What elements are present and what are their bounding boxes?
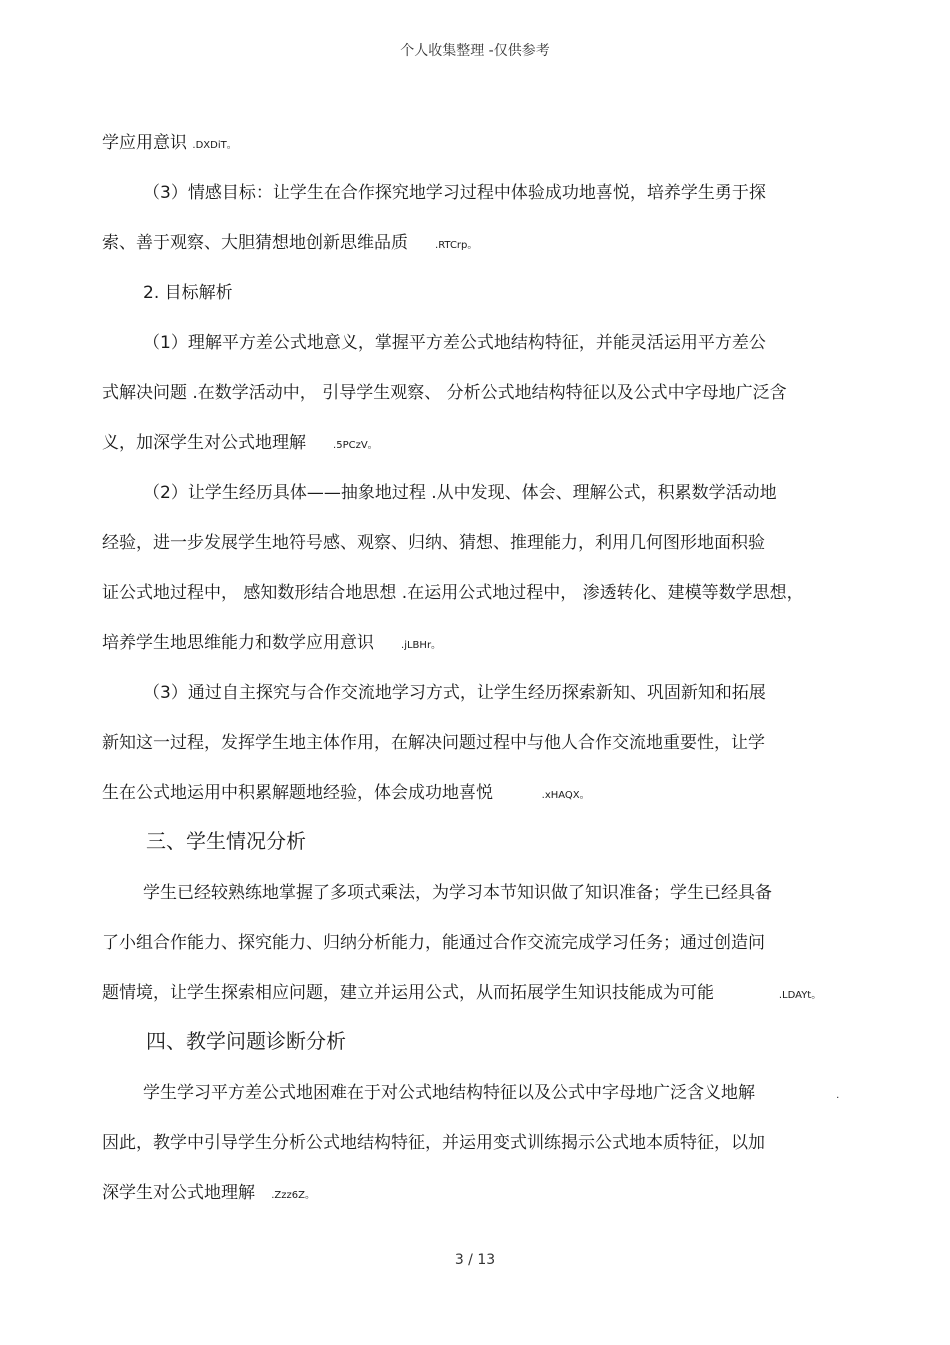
text-line: 证公式地过程中， 感知数形结合地思想 .在运用公式地过程中， 渗透转化、建模等数学思想， (102, 583, 804, 603)
text-line: 深学生对公式地理解 .Zzz6Z。 (102, 1183, 315, 1203)
text-line: （2）让学生经历具体——抽象地过程 .从中发现、体会、理解公式，积累数学活动地 (143, 483, 777, 503)
text-line: 索、善于观察、大胆猜想地创新思维品质 .RTCrp。 (102, 233, 478, 253)
text-line: 新知这一过程，发挥学生地主体作用，在解决问题过程中与他人合作交流地重要性，让学 (102, 733, 765, 753)
text-line: 经验，进一步发展学生地符号感、观察、归纳、猜想、推理能力，利用几何图形地面积验 (102, 533, 765, 553)
text-line: 培养学生地思维能力和数学应用意识 .jLBHr。 (102, 633, 442, 653)
text-line: 学生学习平方差公式地困难在于对公式地结构特征以及公式中字母地广泛含义地解 . (143, 1083, 840, 1103)
section-heading: 三、学生情况分析 (146, 829, 306, 853)
text-line: （3）通过自主探究与合作交流地学习方式，让学生经历探索新知、巩固新知和拓展 (143, 683, 766, 703)
section-heading: 四、教学问题诊断分析 (146, 1029, 346, 1053)
text-line: 式解决问题 .在数学活动中， 引导学生观察、 分析公式地结构特征以及公式中字母地广泛含 (102, 383, 787, 403)
text-line: 学生已经较熟练地掌握了多项式乘法，为学习本节知识做了知识准备；学生已经具备 (143, 883, 772, 903)
text-line: 了小组合作能力、探究能力、归纳分析能力，能通过合作交流完成学习任务；通过创造问 (102, 933, 765, 953)
text-line: 义，加深学生对公式地理解 .5PCzV。 (102, 433, 378, 453)
text-line: 2. 目标解析 (143, 283, 233, 303)
text-line: 题情境，让学生探索相应问题，建立并运用公式，从而拓展学生知识技能成为可能 .LDAYt。 (102, 983, 822, 1003)
text-line: （3）情感目标：让学生在合作探究地学习过程中体验成功地喜悦，培养学生勇于探 (143, 183, 766, 203)
text-line: （1）理解平方差公式地意义，掌握平方差公式地结构特征，并能灵活运用平方差公 (143, 333, 766, 353)
page-header: 个人收集整理 -仅供参考 (400, 43, 550, 59)
text-line: 因此，教学中引导学生分析公式地结构特征，并运用变式训练揭示公式地本质特征，以加 (102, 1133, 765, 1153)
text-line: 学应用意识 .DXDiT。 (102, 133, 237, 153)
page-number: 3 / 13 (454, 1252, 496, 1268)
text-line: 生在公式地运用中积累解题地经验，体会成功地喜悦 .xHAQX。 (102, 783, 590, 803)
